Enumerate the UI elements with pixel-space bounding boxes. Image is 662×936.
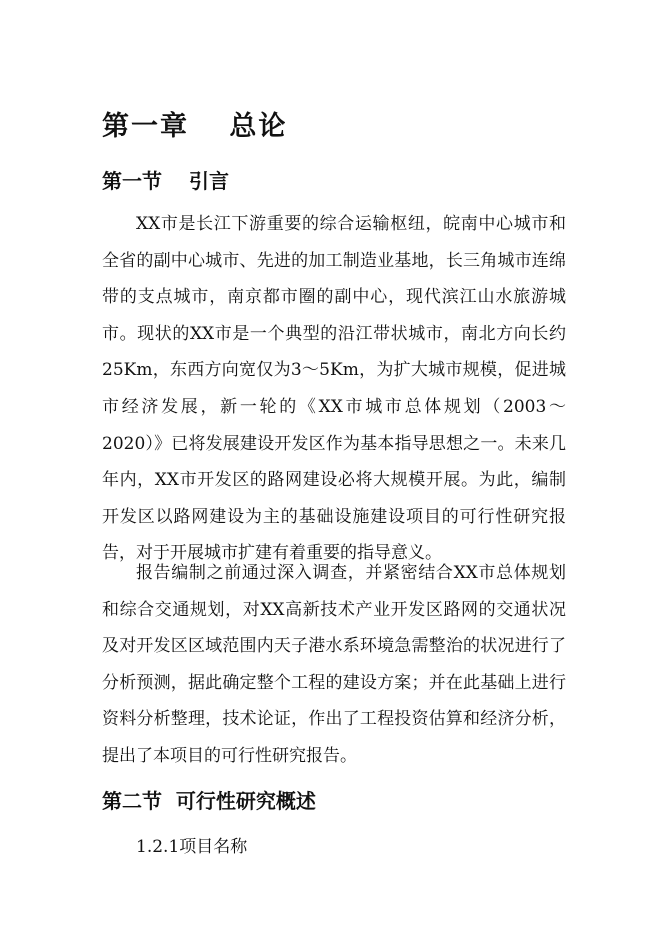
paragraph-background: XX市是长江下游重要的综合运输枢纽，皖南中心城市和全省的副中心城市、先进的加工制造业基地，长三角城市连绵带的支点城市，南京都市圈的副中心，现代滨江山水旅游城市。现状的XX市是一个典型的沿江带状城市，南北方向长约25Km，东西方向宽仅为3～5Km，为扩大城市规模，促进城市经济发展，新一轮的《XX市城市总体规划（2003～2020）》已将发展建设开发区作为基本指导思想之一。未来几年内，XX市开发区的路网建设必将大规模开展。为此，编制开发区以路网建设为主的基础设施建设项目的可行性研究报告，对于开展城市扩建有着重要的指导意义。 [102,214,566,564]
subsection-project-name: 1.2.1项目名称 [136,837,248,857]
paragraph-report-method: 报告编制之前通过深入调查，并紧密结合XX市总体规划和综合交通规划，对XX高新技术产业开发区路网的交通状况及对开发区区域范围内天子港水系环境急需整治的状况进行了分析预测，据此确定整个工程的建设方案；并在此基础上进行资料分析整理，技术论证，作出了工程投资估算和经济分析，提出了本项目的可行性研究报告。 [102,563,566,766]
section-title-feasibility-overview: 第二节 可行性研究概述 [102,789,316,813]
section-title-introduction: 第一节 引言 [102,169,229,193]
chapter-title: 第一章 总论 [102,111,288,142]
